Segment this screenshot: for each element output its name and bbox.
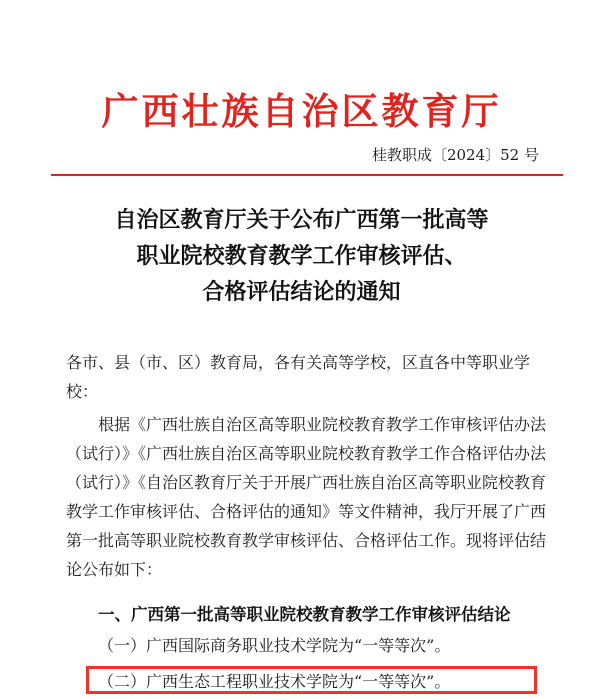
notice-title-line: 合格评估结论的通知: [202, 279, 401, 305]
result-item: （一）广西国际商务职业技术学院为“一等等次”。: [98, 636, 451, 655]
section-heading: 一、广西第一批高等职业院校教育教学工作审核评估结论: [98, 605, 511, 624]
highlight-box: [86, 666, 537, 694]
red-divider-line: [51, 174, 563, 176]
agency-name: 广西壮族自治区教育厅: [101, 89, 502, 133]
salutation: 各市、县（市、区）教育局，各有关高等学校，区直各中等职业学校：: [66, 353, 531, 401]
notice-title-line: 自治区教育厅关于公布广西第一批高等: [114, 207, 489, 233]
document-number: 桂教职成〔2024〕52 号: [371, 146, 539, 164]
body-paragraph: 根据《广西壮族自治区高等职业院校教育教学工作审核评估办法（试行）》《广西壮族自治区高等职业院校教育教学工作合格评估办法（试行）》《自治区教育厅关于开展广西壮族自治区高等职业院校教育教学工作审核评估、合格评估的通知》等文件精神，我厅开展了广西第一批高等职业院校教育教学审核评估、合格评估工作。现将评估结论公布如下：: [66, 415, 547, 579]
result-item-highlighted: （二）广西生态工程职业技术学院为“一等等次”。: [98, 672, 451, 691]
notice-title: [0, 202, 603, 310]
notice-title-line: 职业院校教育教学工作审核评估、: [136, 243, 467, 269]
